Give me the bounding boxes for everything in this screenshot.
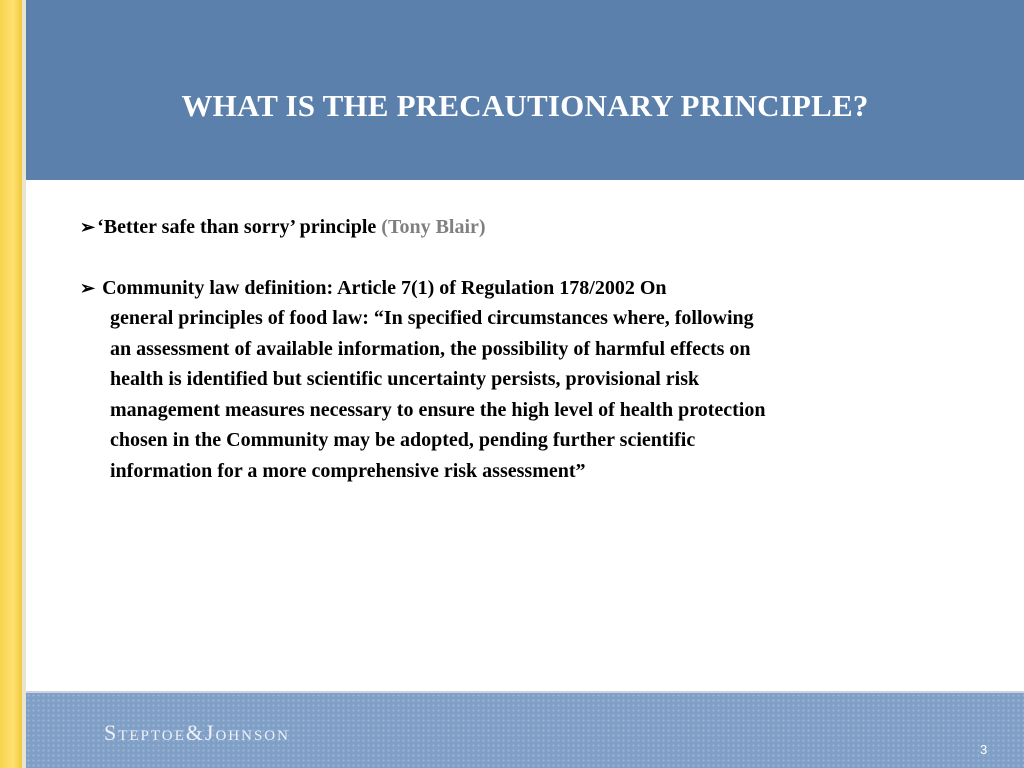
bullet-continuation-line: an assessment of available information, the possibility of harmful effects on [110, 337, 751, 360]
bullet-continuation-line: chosen in the Community may be adopted, pending further scientific [110, 429, 696, 451]
bullet-item [80, 212, 980, 243]
bullet-continuation-line: health is identified but scientific uncertainty persists, provisional risk [110, 368, 700, 390]
arrow-bullet-icon: ➢ [80, 277, 96, 298]
page-number: 3 [980, 742, 988, 757]
bullet-text: Community law definition: Article 7(1) of Regulation 178/2002 On [102, 276, 667, 299]
company-logo: Steptoe&Johnson [104, 720, 290, 745]
bullet-continuation-line: information for a more comprehensive risk assessment” [110, 459, 586, 482]
bullet-text: ‘Better safe than sorry’ principle [97, 216, 382, 238]
bullet-item [80, 273, 980, 487]
bullet-continuation-line: general principles of food law: “In specified circumstances where, following [110, 307, 754, 329]
arrow-bullet-icon: ➢ [80, 217, 96, 237]
left-accent-bar [0, 0, 22, 768]
slide-title: WHAT IS THE PRECAUTIONARY PRINCIPLE? [181, 88, 869, 123]
bullet-attribution: (Tony Blair) [381, 216, 486, 238]
bullet-continuation-line: management measures necessary to ensure the high level of health protection [110, 398, 766, 421]
slide-body [80, 212, 980, 486]
